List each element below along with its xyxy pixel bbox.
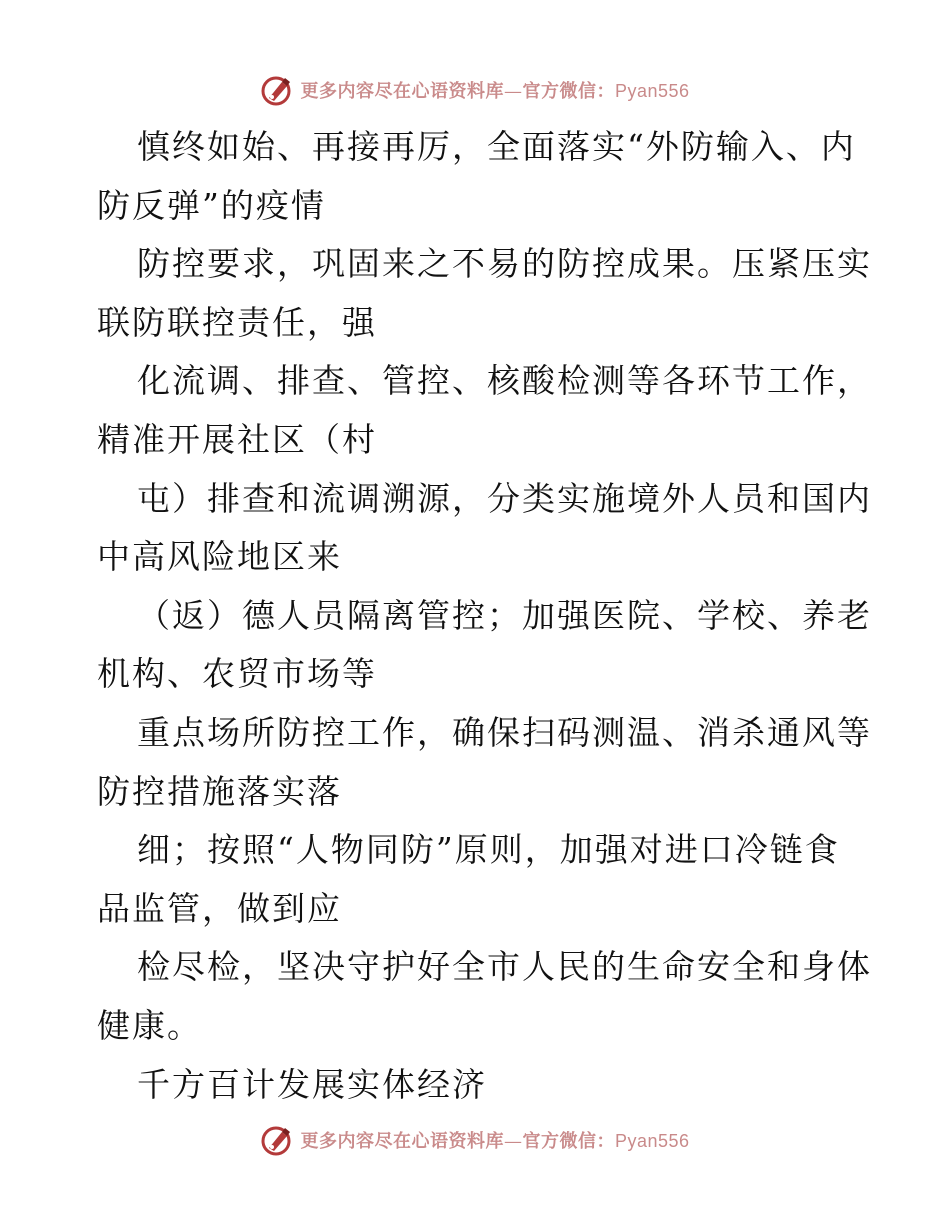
body-line: 健康。 — [97, 1005, 202, 1045]
pen-logo-icon — [260, 1123, 294, 1157]
body-line: 化流调、排查、管控、核酸检测等各环节工作， — [137, 361, 872, 401]
footer-watermark — [0, 1120, 950, 1160]
document-body — [97, 118, 872, 1114]
watermark-wechat-id: Pyan556 — [614, 81, 690, 101]
body-line: 细；按照“人物同防”原则，加强对进口冷链食 — [137, 830, 840, 870]
body-line: 机构、农贸市场等 — [97, 654, 377, 694]
watermark-wechat-label: 官方微信： — [522, 81, 615, 102]
body-line: 防反弹”的疫情 — [97, 185, 326, 225]
watermark-brand: 更多内容尽在心语资料库 — [300, 81, 504, 102]
pen-logo-icon — [260, 73, 294, 107]
body-line: 联防联控责任，强 — [97, 302, 377, 342]
body-line: 精准开展社区（村 — [97, 419, 377, 459]
header-watermark — [0, 70, 950, 110]
body-line: 重点场所防控工作，确保扫码测温、消杀通风等 — [137, 712, 872, 752]
body-line: 品监管，做到应 — [97, 888, 342, 928]
body-line: （返）德人员隔离管控；加强医院、学校、养老 — [137, 595, 872, 635]
body-line: 防控措施落实落 — [97, 771, 342, 811]
watermark-wechat-label: 官方微信： — [522, 1131, 615, 1152]
watermark-brand: 更多内容尽在心语资料库 — [300, 1131, 504, 1152]
body-line: 中高风险地区来 — [97, 537, 342, 577]
watermark-text — [300, 1127, 689, 1153]
body-line: 防控要求，巩固来之不易的防控成果。压紧压实 — [137, 244, 872, 284]
section-heading: 千方百计发展实体经济 — [137, 1064, 487, 1104]
body-line: 慎终如始、再接再厉，全面落实“外防输入、内 — [137, 127, 856, 166]
body-line: 屯）排查和流调溯源，分类实施境外人员和国内 — [137, 478, 872, 518]
watermark-wechat-id: Pyan556 — [614, 1131, 690, 1151]
watermark-dash: — — [503, 1131, 523, 1152]
watermark-text — [300, 77, 689, 103]
body-line: 检尽检，坚决守护好全市人民的生命安全和身体 — [137, 947, 872, 987]
watermark-dash: — — [503, 81, 523, 102]
